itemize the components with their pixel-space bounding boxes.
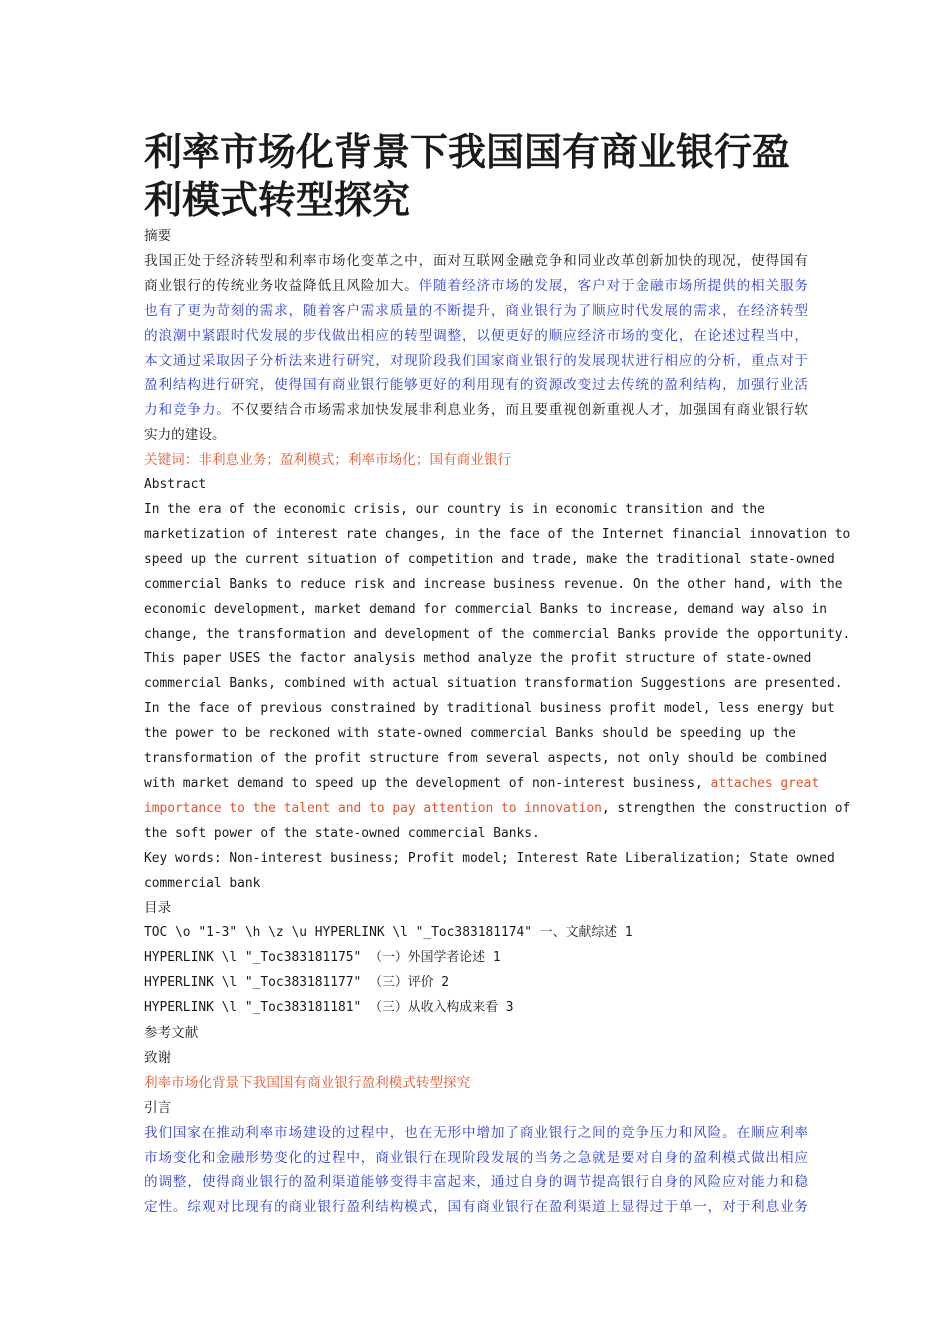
paragraph-line (144, 324, 808, 349)
text-run: marketization of interest rate changes, in the face of the Internet financial innovation to (144, 526, 851, 542)
paragraph-line (144, 822, 808, 847)
paragraph-line (144, 623, 851, 648)
text-run: commercial bank (144, 875, 261, 891)
text-run: 也有了更为苛刻的需求，随着客户需求质量的不断提升，商业银行为了顺应时代发展的需求，在经济转型 (144, 302, 808, 319)
abstract-en-body (144, 498, 851, 897)
paragraph-line (144, 398, 808, 423)
text-run: 力和竞争力。 (144, 402, 231, 419)
toc-entry[interactable]: TOC \o "1-3" \h \z \u HYPERLINK \l "_Toc383181174" 一、文献综述 1 (144, 925, 633, 941)
paragraph-line (144, 872, 808, 897)
paragraph-line (144, 423, 808, 448)
text-run: the soft power of the state-owned commercial Banks. (144, 825, 540, 841)
text-run: the power to be reckoned with state-owned commercial Banks should be speeding up the (144, 726, 796, 742)
abstract-cn-heading: 摘要 (144, 228, 172, 244)
paragraph-line (144, 598, 827, 623)
abstract-en-heading: Abstract (144, 477, 207, 493)
paragraph-line (144, 573, 843, 598)
keywords-cn: 关键词：非利息业务；盈利模式；利率市场化；国有商业银行 (144, 452, 512, 469)
text-run: 的浪潮中紧跟时代发展的步伐做出相应的转型调整，以便更好的顺应经济市场的变化，在论述过程当中， (144, 327, 808, 344)
text-run: commercial Banks to reduce risk and increase business revenue. On the other hand, with the (144, 576, 843, 592)
paragraph-line (144, 523, 851, 548)
text-run: Key words: Non-interest business; Profit model; Interest Rate Liberalization; State owned (144, 850, 835, 866)
thanks-heading: 致谢 (144, 1049, 172, 1066)
toc-heading: 目录 (144, 900, 172, 917)
repeat-title: 利率市场化背景下我国国有商业银行盈利模式转型探究 (144, 1074, 471, 1091)
paragraph-line (144, 772, 820, 797)
text-run: 商业银行的传统业务收益降低且风险加大。 (144, 277, 419, 294)
text-run: 本文通过采取因子分析法来进行研究，对现阶段我们国家商业银行的发展现状进行相应的分析，重点对于 (144, 352, 808, 369)
text-run: 不仅要结合市场需求加快发展非利息业务，而且要重视创新重视人才，加强国有商业银行软 (230, 402, 809, 419)
text-run: In the era of the economic crisis, our country is in economic transition and the (144, 501, 765, 517)
intro-line: 市场变化和金融形势变化的过程中，商业银行在现阶段发展的当务之急就是要对自身的盈利模式做出相应 (144, 1149, 808, 1166)
text-run: speed up the current situation of competition and trade, make the traditional state-owned (144, 551, 835, 567)
text-run: commercial Banks, combined with actual situation transformation Suggestions are presented. (144, 676, 843, 692)
intro-line: 定性。综观对比现有的商业银行盈利结构模式，国有商业银行在盈利渠道上显得过于单一，对于利息业务 (144, 1199, 808, 1216)
intro-line: 我们国家在推动利率市场建设的过程中，也在无形中增加了商业银行之间的竞争压力和风险。在顺应利率 (144, 1124, 808, 1141)
text-run: 我国正处于经济转型和利率市场化变革之中，面对互联网金融竞争和同业改革创新加快的现况，使得国有 (144, 252, 808, 269)
abstract-cn-body (144, 249, 808, 448)
paragraph-line (144, 548, 835, 573)
text-run: economic development, market demand for commercial Banks to increase, demand way also in (144, 601, 827, 617)
text-run: change, the transformation and development of the commercial Banks provide the opportunity. (144, 626, 851, 642)
toc-entry[interactable]: HYPERLINK \l "_Toc383181175" （一）外国学者论述 1 (144, 950, 501, 966)
paragraph-line (144, 672, 843, 697)
references-heading: 参考文献 (144, 1025, 199, 1041)
toc-entry[interactable]: HYPERLINK \l "_Toc383181177" （三）评价 2 (144, 975, 450, 991)
toc-entry[interactable]: HYPERLINK \l "_Toc383181181" （三）从收入构成来看 3 (144, 1000, 514, 1016)
paragraph-line (144, 299, 808, 324)
text-run: transformation of the profit structure from several aspects, not only should be combined (144, 751, 827, 767)
paragraph-line (144, 349, 808, 374)
paragraph-line (144, 722, 808, 747)
document-title: 利率市场化背景下我国国有商业银行盈利模式转型探究 (144, 130, 791, 222)
paragraph-line (144, 373, 808, 398)
intro-heading: 引言 (144, 1099, 172, 1116)
paragraph-line (144, 498, 808, 523)
text-run: 实力的建设。 (144, 427, 226, 444)
paragraph-line (144, 747, 827, 772)
text-run: 伴随着经济市场的发展，客户对于金融市场所提供的相关服务 (418, 277, 809, 294)
text-run: In the face of previous constrained by traditional business profit model, less energy but (144, 701, 835, 717)
text-run: , strengthen the construction of (601, 800, 851, 816)
paragraph-line (144, 697, 835, 722)
paragraph-line (144, 249, 808, 274)
intro-line: 的调整，使得商业银行的盈利渠道能够变得丰富起来，通过自身的调节提高银行自身的风险应对能力和稳 (144, 1174, 808, 1191)
paragraph-line (144, 797, 851, 822)
document-page (144, 128, 851, 1220)
text-run: 盈利结构进行研究，使得国有商业银行能够更好的利用现有的资源改变过去传统的盈利结构，加强行业活 (144, 377, 808, 394)
paragraph-line (144, 847, 835, 872)
paragraph-line (144, 647, 812, 672)
text-run: This paper USES the factor analysis method analyze the profit structure of state-owned (144, 651, 812, 667)
paragraph-line (144, 274, 808, 299)
text-run: with market demand to speed up the development of non-interest business, (144, 775, 711, 791)
text-run: attaches great (710, 775, 820, 791)
text-run: importance to the talent and to pay attention to innovation (144, 800, 602, 816)
